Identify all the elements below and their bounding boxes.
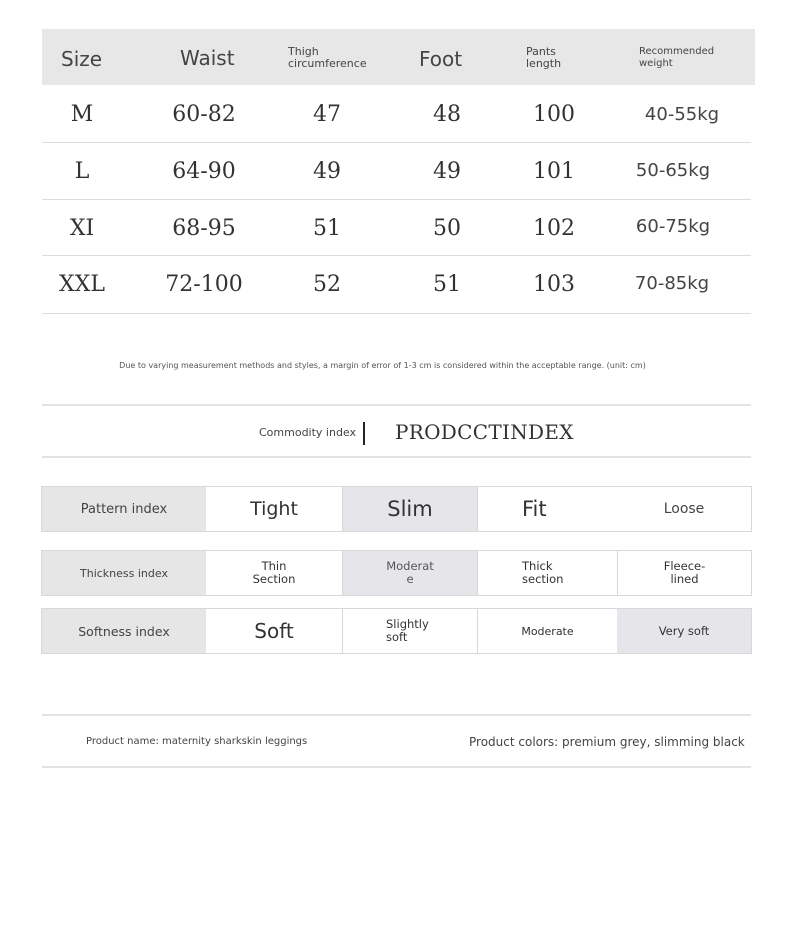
measurement-note: Due to varying measurement methods and styles, a margin of error of 1-3 cm is considered within the acceptable range. (unit: cm) [119, 361, 646, 370]
thickness-index-label: Thickness index [42, 551, 206, 595]
row-thigh: 51 [313, 216, 341, 241]
softness-option-line: soft [386, 630, 408, 644]
row-waist: 68-95 [172, 216, 236, 241]
row-divider [42, 199, 751, 200]
row-waist: 60-82 [172, 102, 236, 127]
row-length: 103 [533, 272, 575, 297]
thickness-option-line: Thin [261, 559, 287, 573]
section-divider [42, 766, 751, 768]
section-divider [42, 714, 751, 716]
header-foot: Foot [419, 47, 463, 71]
thickness-option-line: Section [252, 572, 296, 586]
row-size: L [74, 159, 90, 184]
softness-option-moderate: Moderate [477, 609, 617, 653]
product-colors: Product colors: premium grey, slimming black [469, 735, 745, 749]
row-weight: 60-75kg [635, 216, 711, 237]
header-thigh [288, 46, 367, 70]
header-pants-line1: Pants [526, 45, 556, 58]
softness-index-table [41, 608, 752, 654]
row-waist: 72-100 [165, 272, 243, 297]
row-divider [42, 142, 751, 143]
header-thigh-line2: circumference [288, 57, 367, 70]
row-foot: 50 [433, 216, 461, 241]
header-size: Size [61, 47, 103, 71]
row-foot: 48 [433, 102, 461, 127]
row-thigh: 52 [313, 272, 341, 297]
thickness-option-line: section [522, 572, 564, 586]
row-divider [42, 313, 751, 314]
softness-option-very-soft: Very soft [617, 609, 751, 653]
row-weight: 40-55kg [644, 104, 720, 125]
row-weight: 70-85kg [634, 273, 710, 294]
row-foot: 49 [433, 159, 461, 184]
thickness-option-line: Fleece- [663, 559, 706, 573]
row-size: M [70, 102, 94, 127]
row-thigh: 49 [313, 159, 341, 184]
thickness-option-line: lined [670, 572, 699, 586]
section-divider [42, 404, 751, 406]
softness-option-soft: Soft [254, 619, 294, 643]
header-pants-length [526, 46, 561, 70]
pattern-option-slim: Slim [342, 487, 477, 531]
header-thigh-line1: Thigh [288, 45, 319, 58]
product-index-title: PRODCCTINDEX [395, 420, 574, 444]
product-name: Product name: maternity sharkskin leggings [86, 736, 308, 747]
header-pants-line2: length [526, 57, 562, 70]
header-weight-line2: weight [639, 58, 673, 69]
pattern-option-tight: Tight [250, 498, 298, 520]
softness-option-slightly-soft [342, 609, 477, 653]
pattern-index-table [41, 486, 752, 532]
pattern-option-loose: Loose [663, 501, 705, 517]
thickness-option-moderate [342, 551, 477, 595]
row-divider [42, 255, 751, 256]
thickness-option-thin [206, 551, 342, 595]
thickness-option-fleece [617, 551, 751, 595]
row-weight: 50-65kg [635, 160, 711, 181]
pattern-option-fit: Fit [477, 487, 617, 531]
row-length: 100 [533, 102, 575, 127]
thickness-option-thick [477, 551, 617, 595]
header-weight-line1: Recommended [639, 46, 715, 57]
thickness-index-table [41, 550, 752, 596]
header-waist: Waist [180, 46, 235, 70]
commodity-index-label: Commodity index [259, 426, 357, 439]
row-size: XXL [59, 272, 105, 297]
row-size: XI [69, 216, 95, 241]
row-length: 101 [533, 159, 575, 184]
thickness-option-line: Moderat [386, 559, 434, 573]
vertical-bar [363, 422, 365, 445]
thickness-option-line: e [406, 572, 414, 586]
softness-index-label: Softness index [42, 609, 206, 653]
row-thigh: 47 [313, 102, 341, 127]
section-divider [42, 456, 751, 458]
thickness-option-line: Thick [522, 559, 553, 573]
row-length: 102 [533, 216, 575, 241]
header-recommended-weight [639, 46, 714, 70]
softness-option-line: Slightly [386, 617, 429, 631]
row-foot: 51 [433, 272, 461, 297]
row-waist: 64-90 [172, 159, 236, 184]
pattern-index-label: Pattern index [42, 487, 206, 531]
